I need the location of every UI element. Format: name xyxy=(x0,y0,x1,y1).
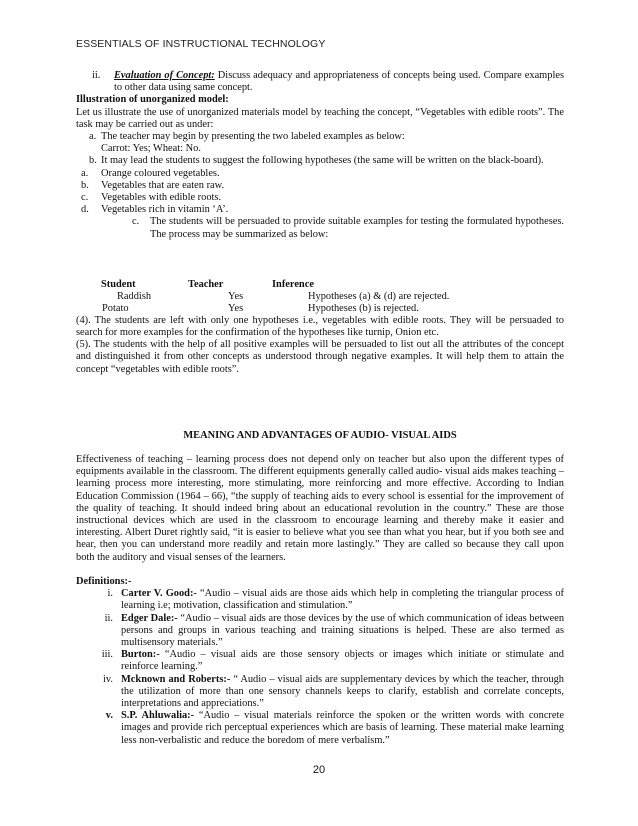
definition-text xyxy=(121,613,564,650)
step-a-examples: Carrot: Yes; Wheat: No. xyxy=(101,143,201,155)
definition-number: v. xyxy=(105,710,113,722)
step-text: The teacher may begin by presenting the two labeled examples as below: xyxy=(101,131,405,143)
definition-number: iii. xyxy=(101,649,113,661)
list-item xyxy=(81,168,564,180)
evaluation-item xyxy=(92,70,564,94)
definition-item xyxy=(86,588,564,612)
definition-text xyxy=(121,649,564,673)
item-body: Discuss adequacy and appropriateness of concepts being used. Compare examples to other data using same concept. xyxy=(114,70,564,94)
definition-number: iv. xyxy=(102,673,113,685)
hypotheses-list xyxy=(76,168,564,217)
step-number: a. xyxy=(89,131,97,143)
section-paragraph: Effectiveness of teaching – learning process does not depend only on teacher but also upon the different types of equipments available in the classroom. The different equipments generally called audio- visual aids makes teaching – learning process more interesting, more stimulating, more reinforcing and more effective. According to Indian Education Commission (1964 – 66), “the supply of teaching aids to every school is essential for the improvement of the quality of teaching. It should indeed bring about an educational revolution in the country.” These are those instructional devices which are used in the classroom to encourage learning and thereby make it easier and interesting. Albert Duret rightly said, “it is easier to believe what you see than what you hear, but if you both see and hear, then you can understand more readily and retain more lastingly.” They are called so because they call upon both the auditory and visual senses of the learners. xyxy=(76,454,564,563)
inference-table xyxy=(76,279,564,315)
step-c xyxy=(132,216,564,240)
step-a xyxy=(89,131,564,143)
list-text: Vegetables that are eaten raw. xyxy=(101,179,225,191)
list-text: Orange coloured vegetables. xyxy=(101,167,220,179)
definition-item xyxy=(86,649,564,673)
definition-author: Mcknown and Roberts:- xyxy=(121,673,231,685)
section-heading: MEANING AND ADVANTAGES OF AUDIO- VISUAL AIDS xyxy=(183,429,457,441)
definition-text xyxy=(121,588,564,612)
list-text: Vegetables with edible roots. xyxy=(101,192,222,204)
definition-text xyxy=(121,710,564,747)
definition-author: S.P. Ahluwalia:- xyxy=(121,710,195,722)
column-header: Inference xyxy=(272,278,314,290)
definitions-list xyxy=(76,588,564,747)
item-number: ii. xyxy=(92,70,101,81)
definition-author: Burton:- xyxy=(121,649,160,661)
column-header: Student xyxy=(101,278,136,290)
paragraph-5: (5). The students with the help of all positive examples will be persuaded to list out all the attributes of the concept and distinguished it from other concepts as understood through negative examples. It will help them to attain the concept “vegetables with edible roots”. xyxy=(76,339,564,375)
step-text: The students will be persuaded to provide suitable examples for testing the formulated hypotheses. The process may be summarized as below: xyxy=(150,216,564,240)
list-item xyxy=(81,204,564,216)
definition-item xyxy=(86,710,564,747)
table-cell: Hypotheses (b) is rejected. xyxy=(308,302,419,314)
list-item xyxy=(81,180,564,192)
illustration-intro: Let us illustrate the use of unorganized materials model by teaching the concept, “Vegetables with edible roots”. The task may be carried out as under: xyxy=(76,106,564,130)
step-number: b. xyxy=(89,155,97,167)
definition-number: ii. xyxy=(104,612,113,624)
definition-author: Edger Dale:- xyxy=(121,612,178,624)
definition-item xyxy=(86,674,564,711)
definition-text xyxy=(121,674,564,711)
paragraph-4: (4). The students are left with only one hypotheses i.e., vegetables with edible roots. They will be persuaded to search for more examples for the confirmation of the hypotheses like turnip, Onion etc. xyxy=(76,314,564,339)
item-title: Evaluation of Concept: xyxy=(114,70,215,81)
table-cell: Potato xyxy=(102,302,129,314)
illustration-heading: Illustration of unorganized model: xyxy=(76,94,229,106)
list-number: b. xyxy=(81,179,89,191)
definition-number: i. xyxy=(107,588,113,600)
table-cell: Hypotheses (a) & (d) are rejected. xyxy=(308,290,450,302)
list-number: c. xyxy=(81,192,89,204)
table-row xyxy=(76,291,564,303)
page-body xyxy=(76,70,564,747)
page-number: 20 xyxy=(312,764,326,776)
step-b xyxy=(89,155,564,167)
list-item xyxy=(81,192,564,204)
table-cell: Yes xyxy=(228,290,244,302)
list-text: Vegetables rich in vitamin ‘A’. xyxy=(101,204,229,216)
definition-item xyxy=(86,613,564,650)
table-header-row xyxy=(76,279,564,291)
running-header: ESSENTIALS OF INSTRUCTIONAL TECHNOLOGY xyxy=(76,38,326,50)
step-number: c. xyxy=(132,216,140,228)
definition-quote: “Audio – visual materials reinforce the spoken or the written words with concrete images and provide rich perceptual experiences which are basis of learning. These material make learning less non-verbalistic and reduce the boredom of mere verbalism.” xyxy=(121,710,564,746)
definition-quote: “Audio – visual aids are those devices by the use of which communication of ideas between persons and groups in various teaching and training situations is helped. These are also termed as multisensory materials.” xyxy=(121,612,565,648)
step-text: It may lead the students to suggest the following hypotheses (the same will be written on the black-board). xyxy=(101,155,544,167)
table-cell: Yes xyxy=(228,302,244,314)
list-number: d. xyxy=(81,204,89,216)
item-text xyxy=(114,70,564,94)
column-header: Teacher xyxy=(188,278,224,290)
definition-quote: “Audio – visual aids are those sensory objects or images which initiate or stimulate and reinforce learning.” xyxy=(121,649,564,673)
table-cell: Raddish xyxy=(117,290,152,302)
definition-author: Carter V. Good:- xyxy=(121,588,197,600)
definitions-heading: Definitions:- xyxy=(76,575,132,587)
table-row xyxy=(76,303,564,315)
definition-quote: “ Audio – visual aids are supplementary devices by which the teacher, through the utilization of more than one sensory channels keeps to clarify, establish and correlate concepts, interpretations and appreciations.” xyxy=(121,673,564,709)
list-number: a. xyxy=(81,167,89,179)
definition-quote: “Audio – visual aids are those aids which help in completing the triangular process of learning i.e; motivation, classification and stimulation.” xyxy=(121,588,564,612)
